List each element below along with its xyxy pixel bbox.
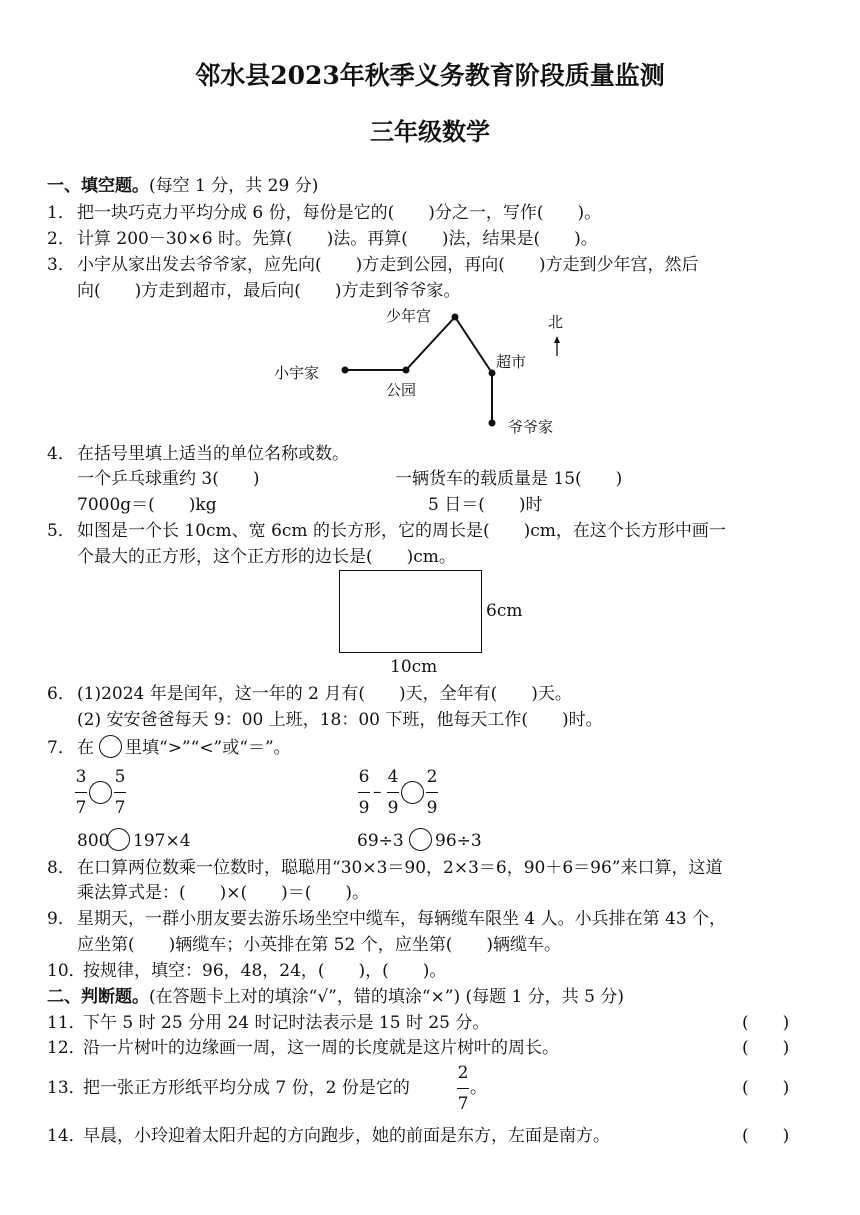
expression-left: 69÷3 — [357, 831, 404, 851]
question-2-number: 2． — [47, 229, 75, 249]
park-point — [403, 367, 410, 374]
question-1-text: 把一块巧克力平均分成 6 份，每份是它的( )分之一，写作( )。 — [77, 203, 602, 223]
question-13-tail: 。 — [470, 1078, 487, 1098]
section1-note: (每空 1 分，共 29 分) — [149, 176, 319, 196]
question-4-number: 4． — [47, 444, 75, 464]
fraction-denominator: 9 — [358, 798, 370, 818]
map-label-grandpa: 爷爷家 — [508, 418, 554, 436]
fraction-denominator: 9 — [387, 798, 399, 818]
question-12-text: 沿一片树叶的边缘画一周，这一周的长度就是这片树叶的周长。 — [83, 1038, 559, 1058]
fraction-denominator: 7 — [457, 1094, 469, 1114]
question-9-line1: 星期天，一群小朋友要去游乐场坐空中缆车，每辆缆车限坐 4 人。小兵排在第 43 个， — [77, 909, 727, 929]
fraction-denominator: 7 — [114, 798, 126, 818]
expression-right: 197×4 — [133, 831, 191, 851]
question-10-number: 10． — [47, 961, 86, 981]
section2-heading: 二、判断题。 — [47, 987, 149, 1007]
question-4b: 一辆货车的载质量是 15( ) — [395, 469, 623, 489]
market-point — [489, 370, 496, 377]
rectangle-figure — [339, 570, 482, 653]
fraction-denominator: 9 — [426, 798, 438, 818]
comparison-circle — [99, 735, 122, 758]
section2-header — [47, 986, 624, 1008]
grandpa-point — [489, 420, 496, 427]
question-7-text-b: 里填“>”“<”或“＝”。 — [125, 738, 291, 758]
question-5-line1: 如图是一个长 10cm、宽 6cm 的长方形，它的周长是( )cm，在这个长方形中画一 — [77, 521, 726, 541]
question-4c: 7000g＝( )kg — [77, 495, 217, 515]
comparison-circle — [409, 828, 432, 851]
question-6-part1: (1)2024 年是闰年，这一年的 2 月有( )天，全年有( )天。 — [77, 684, 572, 704]
question-3-number: 3． — [47, 255, 75, 275]
question-6-number: 6． — [47, 684, 75, 704]
page-title: 邻水县2023年秋季义务教育阶段质量监测 — [195, 61, 665, 90]
question-10-text: 按规律，填空：96，48，24，( )，( )。 — [83, 961, 447, 981]
section1-heading: 一、填空题。 — [47, 176, 149, 196]
question-13-text: 把一张正方形纸平均分成 7 份，2 份是它的 — [83, 1078, 410, 1098]
fraction-denominator: 7 — [75, 798, 87, 818]
map-label-north: 北 — [548, 313, 564, 331]
comparison-circle — [401, 781, 424, 804]
question-7-text-a: 在 — [77, 738, 94, 758]
question-7-number: 7． — [47, 738, 75, 758]
answer-bracket: ( ) — [742, 1078, 790, 1098]
question-13-number: 13． — [47, 1078, 86, 1098]
expression-left: 800 — [77, 831, 110, 851]
map-label-palace: 少年宫 — [386, 307, 432, 325]
fraction-numerator: 2 — [426, 767, 438, 787]
question-3-line2: 向( )方走到超市，最后向( )方走到爷爷家。 — [77, 281, 461, 301]
question-11-number: 11． — [47, 1013, 86, 1033]
question-9-number: 9． — [47, 909, 75, 929]
question-2-text: 计算 200－30×6 时。先算( )法。再算( )法，结果是( )。 — [77, 229, 598, 249]
question-3-line1: 小宇从家出发去爷爷家，应先向( )方走到公园，再向( )方走到少年宫，然后 — [77, 255, 699, 275]
fraction-numerator: 3 — [75, 767, 87, 787]
question-8-line2: 乘法算式是：( )×( )＝( )。 — [77, 883, 370, 903]
expression-right: 96÷3 — [435, 831, 482, 851]
question-5-line2: 个最大的正方形，这个正方形的边长是( )cm。 — [77, 547, 456, 567]
fraction-numerator: 4 — [387, 767, 399, 787]
question-14-text: 早晨，小玲迎着太阳升起的方向跑步，她的前面是东方，左面是南方。 — [83, 1126, 610, 1146]
question-4-text: 在括号里填上适当的单位名称或数。 — [77, 444, 349, 464]
answer-bracket: ( ) — [742, 1013, 790, 1033]
answer-bracket: ( ) — [742, 1038, 790, 1058]
section2-note: (在答题卡上对的填涂“√”，错的填涂“×”) (每题 1 分，共 5 分) — [149, 987, 625, 1007]
map-label-home: 小宇家 — [274, 364, 320, 382]
map-label-market: 超市 — [496, 353, 527, 371]
question-4a: 一个乒乓球重约 3( ) — [77, 469, 260, 489]
minus-sign: – — [373, 782, 382, 802]
comparison-circle — [89, 781, 112, 804]
palace-point — [452, 314, 459, 321]
question-14-number: 14． — [47, 1126, 86, 1146]
answer-bracket: ( ) — [742, 1126, 790, 1146]
fraction-numerator: 5 — [114, 767, 126, 787]
fraction-numerator: 2 — [457, 1063, 469, 1083]
home-point — [342, 367, 349, 374]
fraction-numerator: 6 — [358, 767, 370, 787]
map-label-park: 公园 — [386, 381, 417, 399]
question-4d: 5 日＝( )时 — [428, 495, 543, 515]
page-subtitle: 三年级数学 — [370, 118, 490, 146]
question-5-number: 5． — [47, 521, 75, 541]
rectangle-height-label: 6cm — [486, 601, 523, 621]
question-12-number: 12． — [47, 1038, 86, 1058]
question-6-part2: (2) 安安爸爸每天 9：00 上班，18：00 下班，他每天工作( )时。 — [77, 710, 603, 730]
question-9-line2: 应坐第( )辆缆车；小英排在第 52 个，应坐第( )辆缆车。 — [77, 935, 561, 955]
comparison-circle — [107, 828, 130, 851]
question-11-text: 下午 5 时 25 分用 24 时记时法表示是 15 时 25 分。 — [83, 1013, 490, 1033]
question-8-line1: 在口算两位数乘一位数时，聪聪用“30×3＝90，2×3＝6，90＋6＝96”来口算，这道 — [77, 858, 723, 878]
rectangle-width-label: 10cm — [390, 657, 438, 677]
question-8-number: 8． — [47, 858, 75, 878]
question-1-number: 1． — [47, 203, 75, 223]
